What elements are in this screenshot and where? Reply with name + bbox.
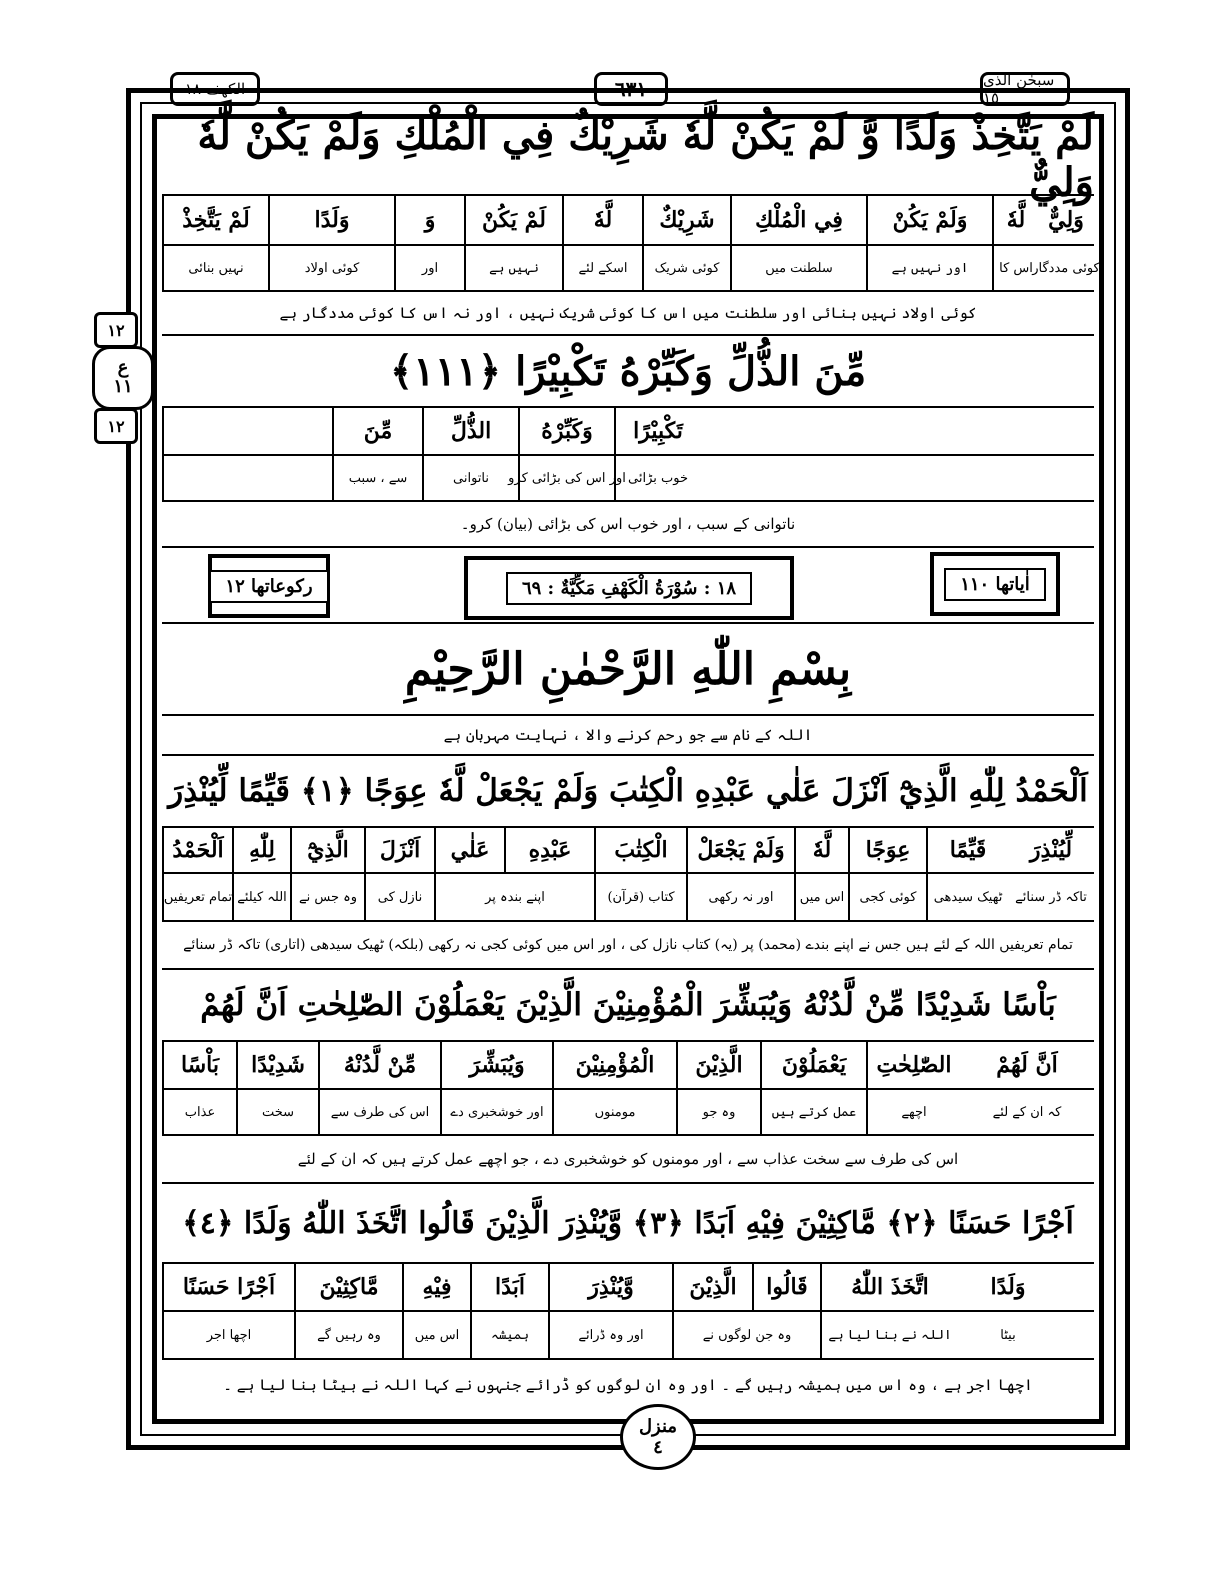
verse-arabic-5 bbox=[162, 1184, 1094, 1264]
word-cell: عِوَجًا bbox=[848, 828, 926, 872]
bismillah-text: بِسْمِ اللّٰهِ الرَّحْمٰنِ الرَّحِيْمِ bbox=[404, 643, 852, 695]
meaning-cell: اسکے لئے bbox=[562, 246, 642, 290]
ruku-count-text: رکوعاتھا ١٢ bbox=[209, 570, 328, 603]
word-cell: قَيِّمًا bbox=[926, 828, 1008, 872]
word-cell: الصّٰلِحٰتِ bbox=[866, 1042, 960, 1088]
ruku-letter: ع bbox=[117, 357, 129, 379]
meaning-cell: کوئی شریک bbox=[642, 246, 730, 290]
verse-arabic-2 bbox=[162, 336, 1094, 408]
verse-arabic-2-text: مِّنَ الذُّلِّ وَكَبِّرْهُ تَكْبِيْرًا ﴿١١١﴾ bbox=[389, 347, 867, 395]
manzil-number: ٤ bbox=[653, 1437, 663, 1458]
meaning-cell: بیٹا bbox=[1000, 1327, 1016, 1343]
word-cell: لَمْ يَكُنْ bbox=[464, 196, 562, 244]
word-cell: اَجْرًا حَسَنًا bbox=[162, 1264, 294, 1310]
word-cell: وَكَبِّرْهُ bbox=[518, 408, 614, 454]
meaning-cell: اور نہیں ہے bbox=[866, 246, 992, 290]
word-cell: عَبْدِهِ bbox=[504, 828, 594, 872]
meaning-cell: اور bbox=[394, 246, 464, 290]
word-row-1 bbox=[162, 196, 1094, 246]
word-cell: اَلْحَمْدُ bbox=[162, 828, 232, 872]
word-cell: وَلَدًا bbox=[990, 1274, 1026, 1300]
manzil-marker bbox=[620, 1404, 696, 1470]
surah-name-tab: الکھف ١٨ bbox=[170, 72, 260, 106]
word-cell: وَلِيٌّ bbox=[1048, 207, 1084, 233]
verse-arabic-4 bbox=[162, 970, 1094, 1042]
word-cell: عَلٰي bbox=[434, 828, 504, 872]
meaning-cell: اچھے bbox=[866, 1090, 960, 1134]
meaning-cell: عمل کرتے ہیں bbox=[760, 1090, 866, 1134]
translation-2-text: ناتوانی کے سبب ، اور خوب اس کی بڑائی (بیان) کرو۔ bbox=[460, 515, 796, 533]
meaning-cell: اس کی طرف سے bbox=[318, 1090, 440, 1134]
meaning-cell: کتاب (قرآن) bbox=[594, 874, 686, 920]
meaning-cell: تاکہ ڈر سنائے bbox=[1015, 889, 1087, 905]
meaning-cell: وہ جو bbox=[676, 1090, 760, 1134]
page-number-tab: ٦٣١ bbox=[594, 72, 668, 106]
word-cell: اَنْزَلَ bbox=[364, 828, 434, 872]
meaning-cell: اور وہ ڈرائے bbox=[548, 1312, 672, 1358]
translation-4 bbox=[162, 1136, 1094, 1184]
word-row-5 bbox=[162, 1264, 1094, 1312]
meaning-cell: وہ جن لوگوں نے bbox=[672, 1312, 820, 1358]
translation-5-text: اچھا اجر ہے ، وہ اس میں ہمیشہ رہیں گے ۔ اور وہ ان لوگوں کو ڈرائے جنہوں نے کہا اللہ نے بیٹا بنا لیا ہے ۔ bbox=[223, 1376, 1033, 1394]
side-marker-top: ١٢ bbox=[94, 312, 138, 348]
word-cell: الذُّلِّ bbox=[422, 408, 518, 454]
meaning-cell: اس میں bbox=[794, 874, 848, 920]
bismillah-translation-text: اللہ کے نام سے جو رحم کرنے والا ، نہایت مہربان ہے bbox=[443, 726, 813, 744]
bismillah-row bbox=[162, 624, 1094, 716]
translation-1 bbox=[162, 292, 1094, 336]
word-cell: بَاْسًا bbox=[162, 1042, 236, 1088]
meaning-cell: اللہ کیلئے bbox=[232, 874, 290, 920]
word-cell: لَّهٗ bbox=[992, 196, 1038, 244]
side-marker-bottom: ١٢ bbox=[94, 408, 138, 444]
word-cell: فِي الْمُلْكِ bbox=[730, 196, 866, 244]
word-row-3 bbox=[162, 828, 1094, 874]
word-cell: وَلَمْ يَكُنْ bbox=[866, 196, 992, 244]
word-cell: تَكْبِيْرًا bbox=[614, 408, 700, 454]
word-cell: اَبَدًا bbox=[470, 1264, 548, 1310]
word-cell: وَّيُنْذِرَ bbox=[548, 1264, 672, 1310]
word-cell: الْكِتٰبَ bbox=[594, 828, 686, 872]
meaning-cell: اور اس کی بڑائی کرو bbox=[518, 456, 614, 500]
meaning-cell: نازل کی bbox=[364, 874, 434, 920]
word-cell: مِّنَ bbox=[332, 408, 422, 454]
verse-arabic-1-text: لَمْ يَتَّخِذْ وَلَدًا وَّ لَمْ يَكُنْ لَّهٗ شَرِيْكٌ فِي الْمُلْكِ وَلَمْ يَكُنْ لَّهٗ وَلِيٌّ bbox=[197, 112, 1094, 206]
meaning-row-5 bbox=[162, 1312, 1094, 1360]
manzil-label: منزل bbox=[638, 1416, 678, 1437]
word-cell: يَعْمَلُوْنَ bbox=[760, 1042, 866, 1088]
translation-1-text: کوئی اولاد نہیں بنائی اور سلطنت میں اس کا کوئی شریک نہیں ، اور نہ اس کا کوئی مددگار ہے bbox=[279, 304, 977, 322]
meaning-cell: مومنوں bbox=[552, 1090, 676, 1134]
word-cell: لِلّٰهِ bbox=[232, 828, 290, 872]
meaning-row-1 bbox=[162, 246, 1100, 292]
meaning-cell: وہ رہیں گے bbox=[294, 1312, 402, 1358]
verse-arabic-3-text: اَلْحَمْدُ لِلّٰهِ الَّذِيْٓ اَنْزَلَ عَلٰي عَبْدِهِ الْكِتٰبَ وَلَمْ يَجْعَلْ لَّهٗ عِوَجًا ﴿١﴾ قَيِّمًا لِّيُنْذِرَ bbox=[168, 773, 1088, 809]
word-cell: شَدِيْدًا bbox=[236, 1042, 318, 1088]
ruku-number: ١١ bbox=[113, 376, 133, 397]
word-cell: وَ bbox=[394, 196, 464, 244]
ayat-count-text: اٰیاتھا ١١٠ bbox=[944, 568, 1046, 601]
meaning-cell: نہیں بنائی bbox=[162, 246, 268, 290]
word-cell: الَّذِيْنَ bbox=[672, 1264, 752, 1310]
meaning-cell: ٹھیک سیدھی bbox=[926, 874, 1008, 920]
word-cell: الْمُؤْمِنِيْنَ bbox=[552, 1042, 676, 1088]
word-cell: لَّهٗ bbox=[794, 828, 848, 872]
word-cell: وَلَدًا bbox=[268, 196, 394, 244]
spacer-cell bbox=[162, 456, 332, 500]
meaning-cell: سخت bbox=[236, 1090, 318, 1134]
meaning-cell: سلطنت میں bbox=[730, 246, 866, 290]
meaning-cell: اس کا bbox=[992, 246, 1038, 290]
word-cell: الَّذِيْنَ bbox=[676, 1042, 760, 1088]
meaning-cell: ہمیشہ bbox=[470, 1312, 548, 1358]
translation-2 bbox=[162, 502, 1094, 548]
meaning-row-4 bbox=[162, 1090, 1094, 1136]
meaning-cell: وہ جس نے bbox=[290, 874, 364, 920]
translation-4-text: اس کی طرف سے سخت عذاب سے ، اور مومنوں کو خوشخبری دے ، جو اچھے عمل کرتے ہیں کہ ان کے لئے bbox=[297, 1150, 959, 1168]
meaning-cell: اپنے بندہ پر bbox=[434, 874, 594, 920]
page-content bbox=[162, 112, 1100, 1414]
word-cell: لِّيُنْذِرَ bbox=[1029, 837, 1073, 863]
surah-title-badge bbox=[464, 556, 794, 620]
para-name-tab: سبحٰن الذی ١٥ bbox=[980, 72, 1070, 106]
meaning-cell: کوئی اولاد bbox=[268, 246, 394, 290]
translation-3-text: تمام تعریفیں اللہ کے لئے ہیں جس نے اپنے بندے (محمد) پر (یہ) کتاب نازل کی ، اور اس میں کوئی کجی نہ رکھی (بلکہ) ٹھیک سیدھی (اتاری) تاکہ ڈر سنائے bbox=[183, 937, 1073, 953]
spacer-cell bbox=[162, 408, 332, 454]
ruku-count-badge bbox=[208, 554, 330, 618]
meaning-row-3 bbox=[162, 874, 1094, 922]
translation-5 bbox=[162, 1360, 1094, 1410]
meaning-cell: اچھا اجر bbox=[162, 1312, 294, 1358]
word-cell: الَّذِيْٓ bbox=[290, 828, 364, 872]
verse-arabic-3 bbox=[162, 756, 1094, 828]
verse-arabic-4-text: بَاْسًا شَدِيْدًا مِّنْ لَّدُنْهُ وَيُبَشِّرَ الْمُؤْمِنِيْنَ الَّذِيْنَ يَعْمَلُوْنَ الصّٰلِحٰتِ اَنَّ لَهُمْ bbox=[200, 987, 1056, 1023]
meaning-cell: سے ، سبب bbox=[332, 456, 422, 500]
word-cell: وَلَمْ يَجْعَلْ bbox=[686, 828, 794, 872]
meaning-cell: اور نہ رکھی bbox=[686, 874, 794, 920]
word-cell: وَيُبَشِّرَ bbox=[440, 1042, 552, 1088]
word-cell: اتَّخَذَ اللّٰهُ bbox=[820, 1264, 958, 1310]
word-cell: شَرِيْكٌ bbox=[642, 196, 730, 244]
word-cell: مِّنْ لَّدُنْهُ bbox=[318, 1042, 440, 1088]
meaning-cell: اللہ نے بنا لیا ہے bbox=[820, 1312, 958, 1358]
word-cell: مَّاكِثِيْنَ bbox=[294, 1264, 402, 1310]
verse-arabic-1 bbox=[162, 112, 1094, 206]
verse-arabic-5-text: اَجْرًا حَسَنًا ﴿٢﴾ مَّاكِثِيْنَ فِيْهِ اَبَدًا ﴿٣﴾ وَّيُنْذِرَ الَّذِيْنَ قَالُوا اتَّخَذَ اللّٰهُ وَلَدًا ﴿٤﴾ bbox=[182, 1205, 1074, 1241]
meaning-row-2 bbox=[162, 456, 1094, 502]
word-cell: لَّهٗ bbox=[562, 196, 642, 244]
word-cell: قَالُوا bbox=[752, 1264, 820, 1310]
meaning-cell: کوئی کجی bbox=[848, 874, 926, 920]
word-row-4 bbox=[162, 1042, 1094, 1090]
meaning-cell: عذاب bbox=[162, 1090, 236, 1134]
bismillah-translation bbox=[162, 716, 1094, 756]
meaning-cell: تمام تعریفیں bbox=[162, 874, 232, 920]
meaning-cell: ناتوانی bbox=[422, 456, 518, 500]
word-cell: فِيْهِ bbox=[402, 1264, 470, 1310]
meaning-cell: نہیں ہے bbox=[464, 246, 562, 290]
ayat-count-badge bbox=[930, 552, 1060, 616]
meaning-cell: اور خوشخبری دے bbox=[440, 1090, 552, 1134]
word-row-2 bbox=[162, 408, 1094, 456]
meaning-cell: خوب بڑائی bbox=[614, 456, 700, 500]
surah-title-text: ١٨ : سُوْرَةُ الْكَهْفِ مَكِّيَّةٌ : ٦٩ bbox=[506, 572, 752, 605]
word-cell: لَمْ يَتَّخِذْ bbox=[162, 196, 268, 244]
meaning-cell: کوئی مددگار bbox=[1032, 260, 1100, 276]
translation-3 bbox=[162, 922, 1094, 970]
meaning-cell: کہ ان کے لئے bbox=[992, 1104, 1062, 1120]
ruku-marker bbox=[92, 346, 154, 410]
word-cell: اَنَّ لَهُمْ bbox=[996, 1052, 1058, 1078]
meaning-cell: اس میں bbox=[402, 1312, 470, 1358]
